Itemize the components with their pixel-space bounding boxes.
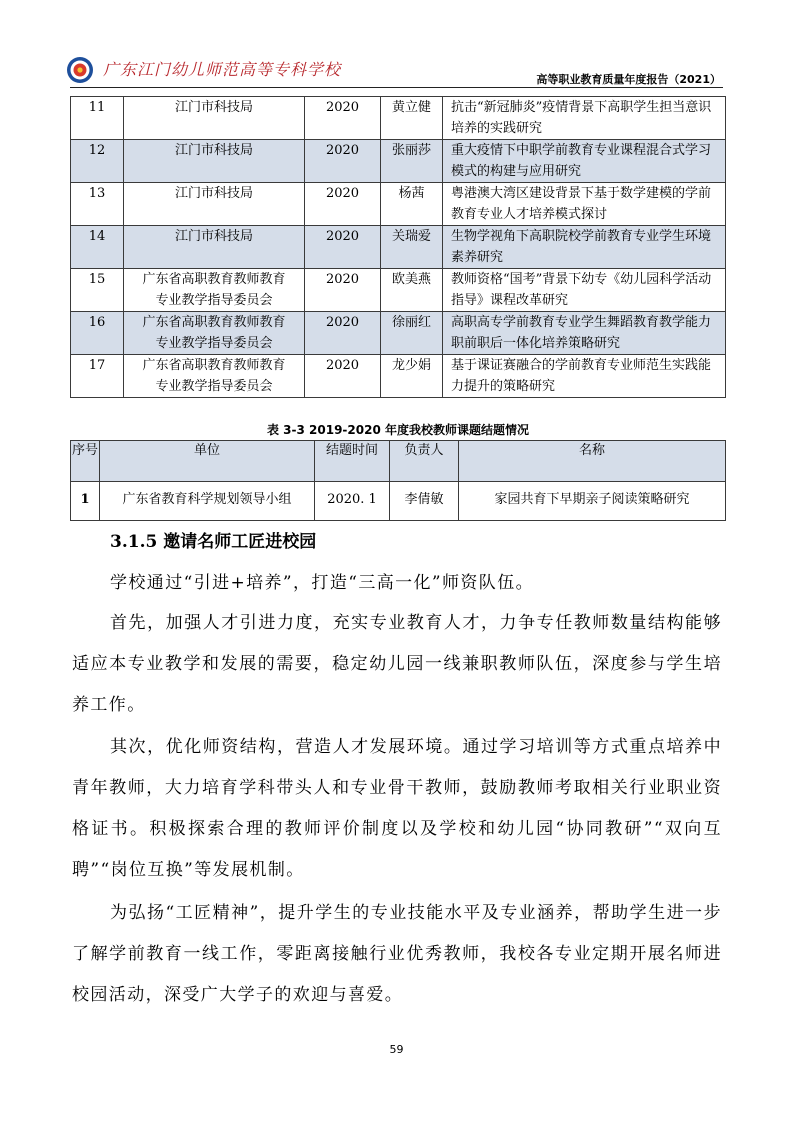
cell-unit	[124, 97, 305, 140]
cell-leader: 张丽莎	[381, 140, 443, 183]
cell-no: 14	[71, 226, 124, 269]
cell-title: 重大疫情下中职学前教育专业课程混合式学习模式的构建与应用研究	[443, 140, 726, 183]
research-projects-table-body	[71, 97, 726, 398]
table-row	[71, 269, 726, 312]
cell-no: 12	[71, 140, 124, 183]
cell-unit-line: 专业教学指导委员会	[155, 293, 273, 308]
cell-leader: 关瑞爱	[381, 226, 443, 269]
table-row	[71, 140, 726, 183]
cell-unit-line: 广东省高职教育教师教育	[142, 272, 286, 287]
cell-unit	[124, 355, 305, 398]
cell-unit	[124, 183, 305, 226]
cell-name: 家园共育下早期亲子阅读策略研究	[459, 482, 726, 521]
col-header-leader: 负责人	[390, 441, 459, 482]
cell-unit-line: 江门市科技局	[174, 100, 253, 115]
cell-no: 13	[71, 183, 124, 226]
table-row	[71, 355, 726, 398]
cell-title: 抗击“新冠肺炎”疫情背景下高职学生担当意识培养的实践研究	[443, 97, 726, 140]
cell-year: 2020	[305, 97, 381, 140]
cell-unit-line: 广东省高职教育教师教育	[142, 315, 286, 330]
body-paragraph: 首先，加强人才引进力度，充实专业教育人才，力争专任教师数量结构能够适应本专业教学和发展的需要，稳定幼儿园一线兼职教师队伍，深度参与学生培养工作。	[72, 613, 722, 715]
report-title: 高等职业教育质量年度报告（2021）	[536, 73, 721, 86]
cell-leader: 欧美燕	[381, 269, 443, 312]
table-row	[71, 312, 726, 355]
cell-unit	[124, 226, 305, 269]
cell-unit-line: 江门市科技局	[174, 143, 253, 158]
body-paragraph: 为弘扬“工匠精神”，提升学生的专业技能水平及专业涵养，帮助学生进一步了解学前教育一线工作，零距离接触行业优秀教师，我校各专业定期开展名师进校园活动，深受广大学子的欢迎与喜爱。	[72, 903, 722, 1005]
cell-leader: 李倩敏	[390, 482, 459, 521]
cell-year: 2020	[305, 312, 381, 355]
research-projects-table	[70, 96, 726, 398]
cell-no: 11	[71, 97, 124, 140]
cell-year: 2020	[305, 269, 381, 312]
cell-unit-line: 江门市科技局	[174, 186, 253, 201]
cell-year: 2020	[305, 226, 381, 269]
cell-unit	[124, 312, 305, 355]
cell-unit: 广东省教育科学规划领导小组	[100, 482, 315, 521]
cell-title: 教师资格“国考”背景下幼专《幼儿园科学活动指导》课程改革研究	[443, 269, 726, 312]
body-paragraph: 学校通过“引进+培养”，打造“三高一化”师资队伍。	[110, 573, 535, 593]
cell-leader: 杨茜	[381, 183, 443, 226]
school-name: 广东江门幼儿师范高等专科学校	[103, 60, 342, 79]
table-row	[71, 97, 726, 140]
cell-title: 高职高专学前教育专业学生舞蹈教育教学能力职前职后一体化培养策略研究	[443, 312, 726, 355]
header-divider	[70, 87, 723, 88]
table-header-row	[71, 441, 726, 482]
col-header-name: 名称	[459, 441, 726, 482]
cell-date: 2020. 1	[315, 482, 390, 521]
cell-unit-line: 专业教学指导委员会	[155, 379, 273, 394]
cell-leader: 黄立健	[381, 97, 443, 140]
cell-unit	[124, 140, 305, 183]
cell-unit	[124, 269, 305, 312]
cell-title: 生物学视角下高职院校学前教育专业学生环境素养研究	[443, 226, 726, 269]
cell-year: 2020	[305, 355, 381, 398]
col-header-date: 结题时间	[315, 441, 390, 482]
page-number: 59	[389, 1043, 404, 1056]
cell-leader: 徐丽红	[381, 312, 443, 355]
cell-unit-line: 专业教学指导委员会	[155, 336, 273, 351]
cell-year: 2020	[305, 183, 381, 226]
section-heading: 3.1.5 邀请名师工匠进校园	[110, 532, 317, 552]
table-row	[71, 183, 726, 226]
cell-unit-line: 江门市科技局	[174, 229, 253, 244]
col-header-no: 序号	[71, 441, 100, 482]
cell-unit-line: 广东省高职教育教师教育	[142, 358, 286, 373]
table-row	[71, 482, 726, 521]
cell-leader: 龙少娟	[381, 355, 443, 398]
cell-no: 15	[71, 269, 124, 312]
cell-year: 2020	[305, 140, 381, 183]
cell-no: 16	[71, 312, 124, 355]
col-header-unit: 单位	[100, 441, 315, 482]
cell-no: 17	[71, 355, 124, 398]
school-logo-icon	[66, 56, 94, 84]
cell-no: 1	[71, 482, 100, 521]
table-row	[71, 226, 726, 269]
table-caption: 表 3-3 2019-2020 年度我校教师课题结题情况	[267, 423, 529, 437]
body-paragraph: 其次，优化师资结构，营造人才发展环境。通过学习培训等方式重点培养中青年教师，大力培育学科带头人和专业骨干教师，鼓励教师考取相关行业职业资格证书。积极探索合理的教师评价制度以及学校和幼儿园“协同教研”“双向互聘”“岗位互换”等发展机制。	[72, 737, 722, 880]
cell-title: 基于课证赛融合的学前教育专业师范生实践能力提升的策略研究	[443, 355, 726, 398]
cell-title: 粤港澳大湾区建设背景下基于数学建模的学前教育专业人才培养模式探讨	[443, 183, 726, 226]
completed-projects-table	[70, 440, 726, 521]
